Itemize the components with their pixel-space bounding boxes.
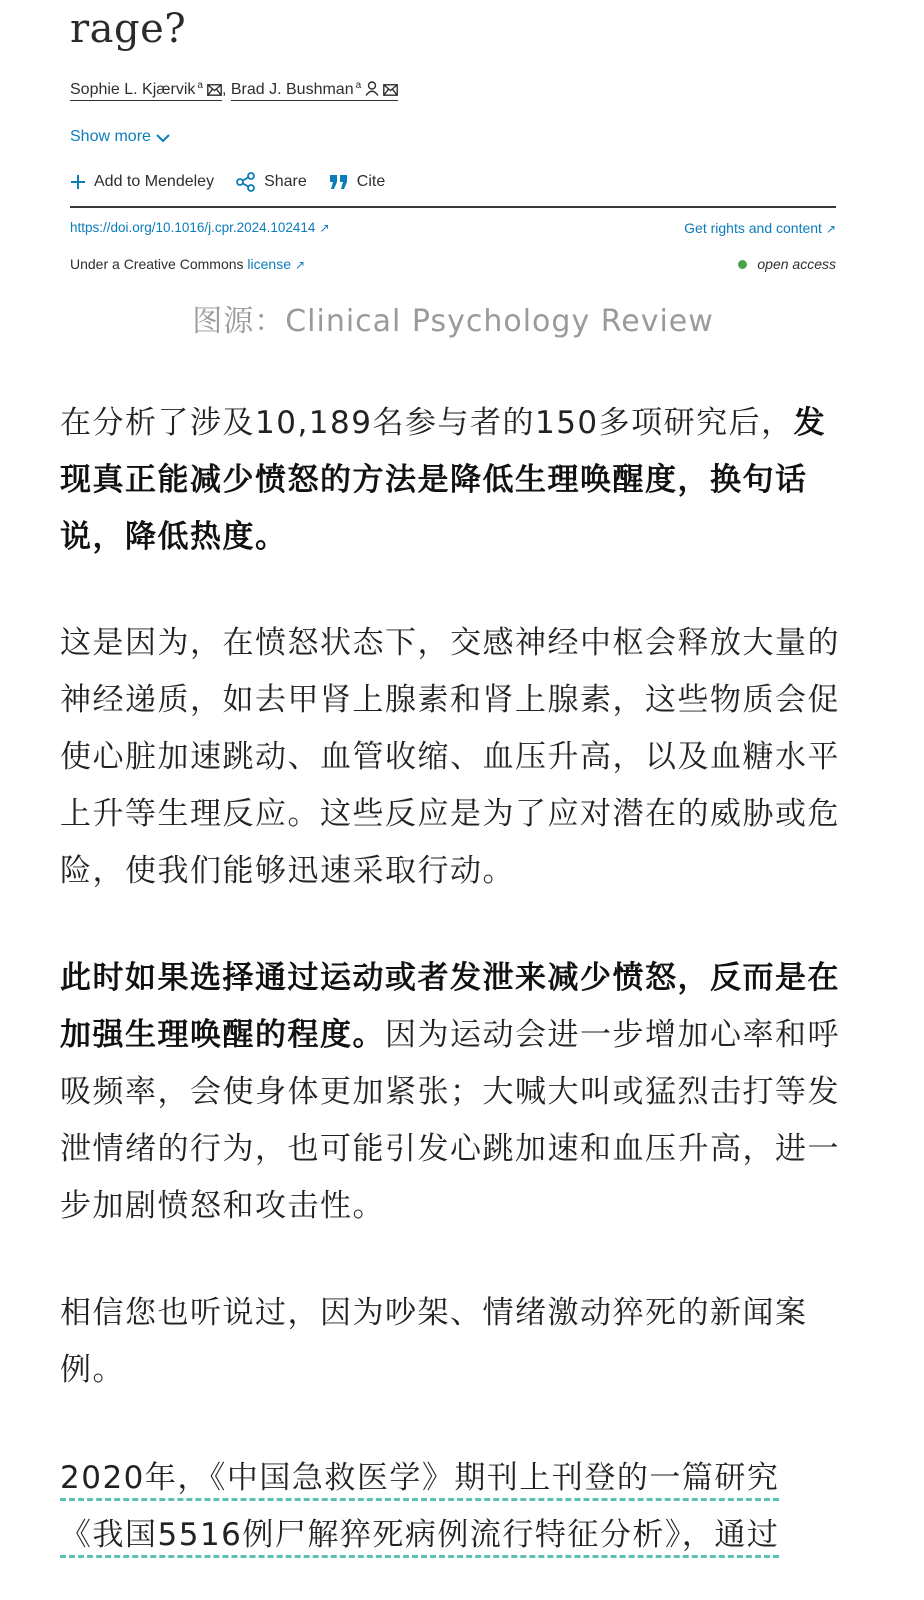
paragraph-5 [60, 1450, 850, 1564]
chevron-down-icon [155, 132, 171, 144]
paragraph-1-text: 在分析了涉及10,189名参与者的150多项研究后， [60, 405, 794, 441]
get-rights-link[interactable] [684, 220, 836, 236]
article-title-fragment: rage? [70, 6, 187, 52]
plus-icon [70, 174, 86, 190]
paragraph-1-emphasis: 发现真正能减少愤怒的方法是降低生理唤醒度，换句话说，降低热度。 [60, 405, 827, 555]
person-icon [365, 81, 379, 96]
license-link[interactable] [247, 256, 305, 272]
license-prefix: Under a Creative Commons [70, 256, 244, 272]
author-separator: , [221, 81, 227, 98]
license-link-label: license [247, 256, 291, 272]
paragraph-1 [60, 395, 850, 566]
paragraph-3 [60, 950, 850, 1235]
author-link-kjaervik[interactable] [70, 81, 222, 101]
get-rights-label: Get rights and content [684, 220, 822, 236]
mail-icon [207, 84, 222, 96]
show-more-button[interactable] [70, 128, 171, 146]
paragraph-3-text: 因为运动会进一步增加心率和呼吸频率，会使身体更加紧张；大喊大叫或猛烈击打等发泄情绪的行为，也可能引发心跳加速和血压升高，进一步加剧愤怒和攻击性。 [60, 1017, 840, 1224]
add-to-mendeley-button[interactable] [70, 173, 214, 191]
quote-icon [329, 174, 349, 190]
paragraph-3-emphasis: 此时如果选择通过运动或者发泄来减少愤怒，反而是在加强生理唤醒的程度。 [60, 960, 840, 1053]
cite-button[interactable] [329, 173, 385, 191]
author-name: Brad J. Bushman [230, 81, 354, 98]
open-access-dot-icon [738, 260, 747, 269]
open-access-label: open access [757, 256, 836, 272]
share-button[interactable] [236, 172, 307, 192]
share-label: Share [264, 173, 307, 190]
article-actions [70, 172, 385, 192]
author-link-bushman[interactable] [231, 81, 398, 101]
open-access-badge [738, 256, 836, 272]
header-divider [70, 206, 836, 208]
mail-icon [383, 84, 398, 96]
show-more-label: Show more [70, 128, 151, 145]
affiliation-mark: a [355, 80, 362, 91]
author-name: Sophie L. Kjærvik [70, 81, 196, 98]
add-to-mendeley-label: Add to Mendeley [94, 173, 215, 190]
affiliation-mark: a [197, 80, 203, 91]
paragraph-5-line-2: 《我国5516例尸解猝死病例流行特征分析》，通过 [60, 1517, 779, 1558]
paragraph-4: 相信您也听说过，因为吵架、情绪激动猝死的新闻案例。 [60, 1295, 808, 1388]
external-link-icon: ↗ [295, 258, 306, 272]
cite-label: Cite [356, 173, 386, 190]
external-link-icon: ↗ [825, 222, 836, 236]
share-icon [236, 172, 256, 192]
license-statement [70, 256, 305, 272]
paragraph-2: 这是因为，在愤怒状态下，交感神经中枢会释放大量的神经递质，如去甲肾上腺素和肾上腺素，这些物质会促使心脏加速跳动、血管收缩、血压升高，以及血糖水平上升等生理反应。这些反应是为了应对潜在的威胁或危险，使我们能够迅速采取行动。 [60, 625, 840, 889]
author-list [70, 80, 398, 99]
external-link-icon: ↗ [319, 221, 330, 235]
article-header-screenshot [70, 0, 852, 290]
paragraph-5-line-1: 2020年，《中国急救医学》期刊上刊登的一篇研究 [60, 1460, 779, 1501]
image-source-caption: 图源：Clinical Psychology Review [192, 304, 714, 339]
doi-link[interactable] [70, 220, 330, 235]
doi-text: https://doi.org/10.1016/j.cpr.2024.102414 [70, 220, 316, 235]
